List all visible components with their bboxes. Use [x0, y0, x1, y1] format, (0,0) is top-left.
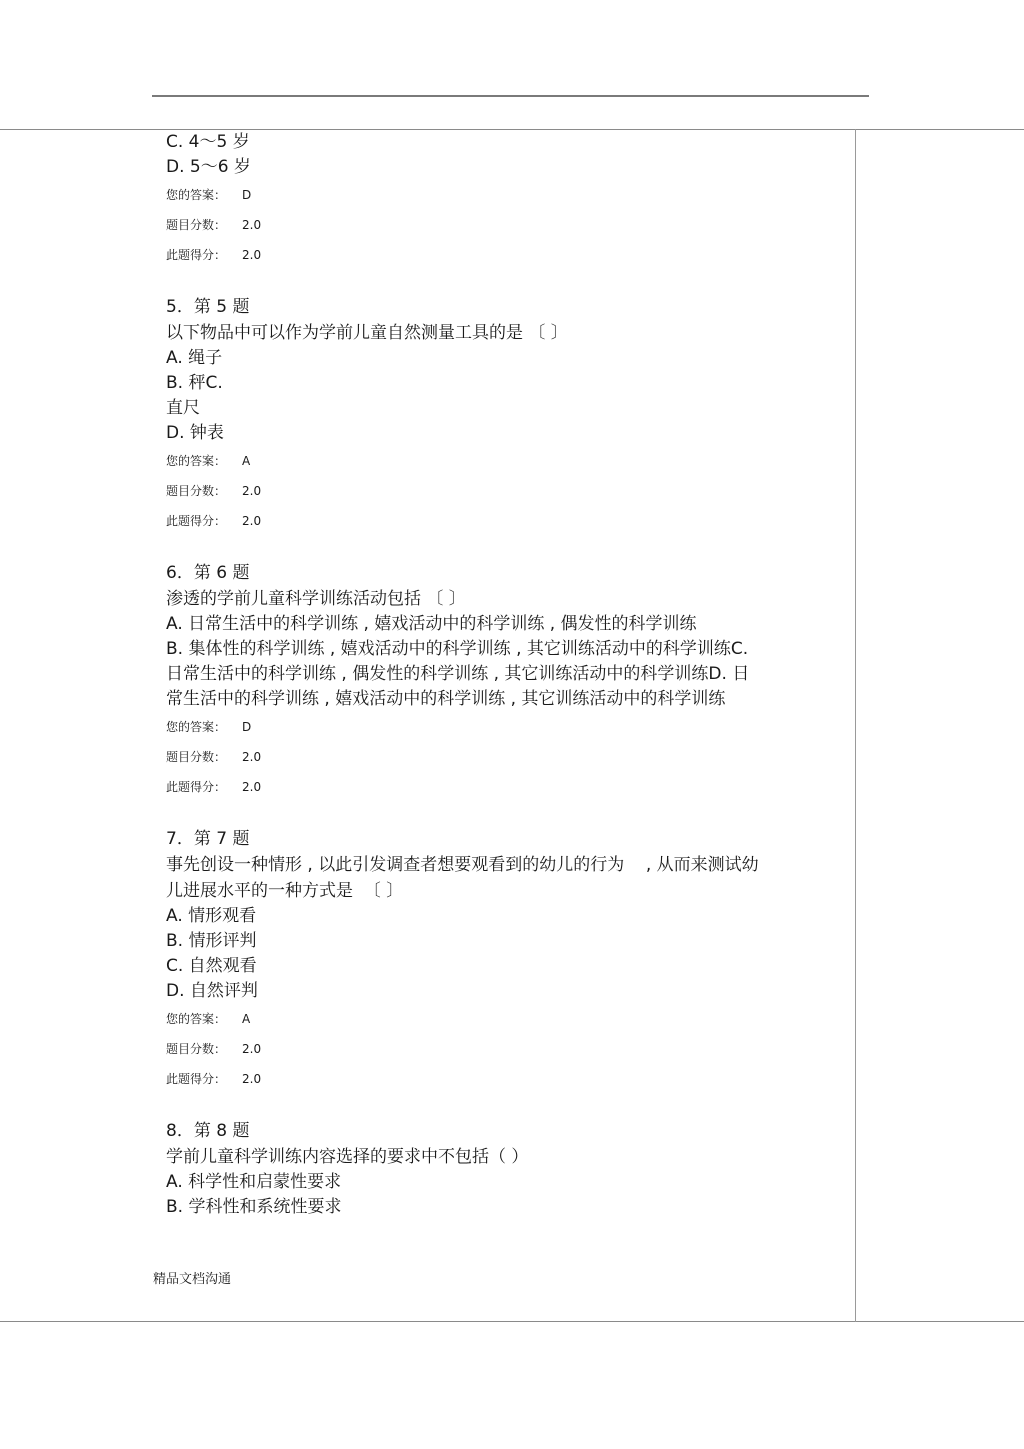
- header-rule: [152, 95, 869, 97]
- earned-score: 此题得分： 2.0: [166, 780, 262, 794]
- option-d: D. 5～6 岁: [166, 157, 251, 177]
- your-answer: 您的答案： A: [166, 1012, 251, 1026]
- question-6: [166, 560, 851, 802]
- option-line: 常生活中的科学训练 , 嬉戏活动中的科学训练 , 其它训练活动中的科学训练: [166, 689, 726, 709]
- your-answer: 您的答案： A: [166, 454, 251, 468]
- question-text: 学前儿童科学训练内容选择的要求中不包括（ ）: [166, 1147, 529, 1167]
- option-line: B. 情形评判: [166, 931, 257, 951]
- question-7: [166, 826, 851, 1094]
- question-text: 以下物品中可以作为学前儿童自然测量工具的是 〔 〕: [166, 323, 568, 343]
- question-text: 事先创设一种情形 , 以此引发调查者想要观看到的幼儿的行为 , 从而来测试幼 儿进展水平的一种方式是 〔 〕: [166, 855, 759, 901]
- option-line: B. 集体性的科学训练 , 嬉戏活动中的科学训练 , 其它训练活动中的科学训练C.: [166, 639, 749, 659]
- question-score: 题目分数： 2.0: [166, 484, 262, 498]
- option-line: D. 钟表: [166, 423, 224, 443]
- option-line: 日常生活中的科学训练 , 偶发性的科学训练 , 其它训练活动中的科学训练D. 日: [166, 664, 750, 684]
- option-line: A. 日常生活中的科学训练 , 嬉戏活动中的科学训练 , 偶发性的科学训练: [166, 614, 697, 634]
- earned-score: 此题得分： 2.0: [166, 248, 262, 262]
- option-line: 直尺: [166, 398, 200, 418]
- option-line: A. 科学性和启蒙性要求: [166, 1172, 342, 1192]
- frame-bottom-border: [0, 1321, 1024, 1322]
- your-answer: 您的答案： D: [166, 720, 252, 734]
- question-title: 6．第 6 题: [166, 563, 250, 583]
- question-4-continued: [166, 130, 851, 270]
- question-score: 题目分数： 2.0: [166, 218, 262, 232]
- question-title: 7．第 7 题: [166, 829, 250, 849]
- option-line: D. 自然评判: [166, 981, 258, 1001]
- option-line: B. 学科性和系统性要求: [166, 1197, 342, 1217]
- option-line: A. 绳子: [166, 348, 223, 368]
- earned-score: 此题得分： 2.0: [166, 514, 262, 528]
- frame-right-border: [855, 129, 856, 1322]
- question-8: [166, 1118, 851, 1220]
- your-answer: 您的答案： D: [166, 188, 252, 202]
- option-c: C. 4～5 岁: [166, 132, 250, 152]
- option-line: B. 秤C.: [166, 373, 223, 393]
- question-score: 题目分数： 2.0: [166, 750, 262, 764]
- quiz-content: [166, 130, 851, 1220]
- option-line: A. 情形观看: [166, 906, 257, 926]
- question-text: 渗透的学前儿童科学训练活动包括 〔 〕: [166, 589, 466, 609]
- question-title: 8．第 8 题: [166, 1121, 250, 1141]
- page-footer: 精品文档沟通: [153, 1272, 232, 1287]
- question-score: 题目分数： 2.0: [166, 1042, 262, 1056]
- question-title: 5．第 5 题: [166, 297, 250, 317]
- question-5: [166, 294, 851, 536]
- earned-score: 此题得分： 2.0: [166, 1072, 262, 1086]
- option-line: C. 自然观看: [166, 956, 257, 976]
